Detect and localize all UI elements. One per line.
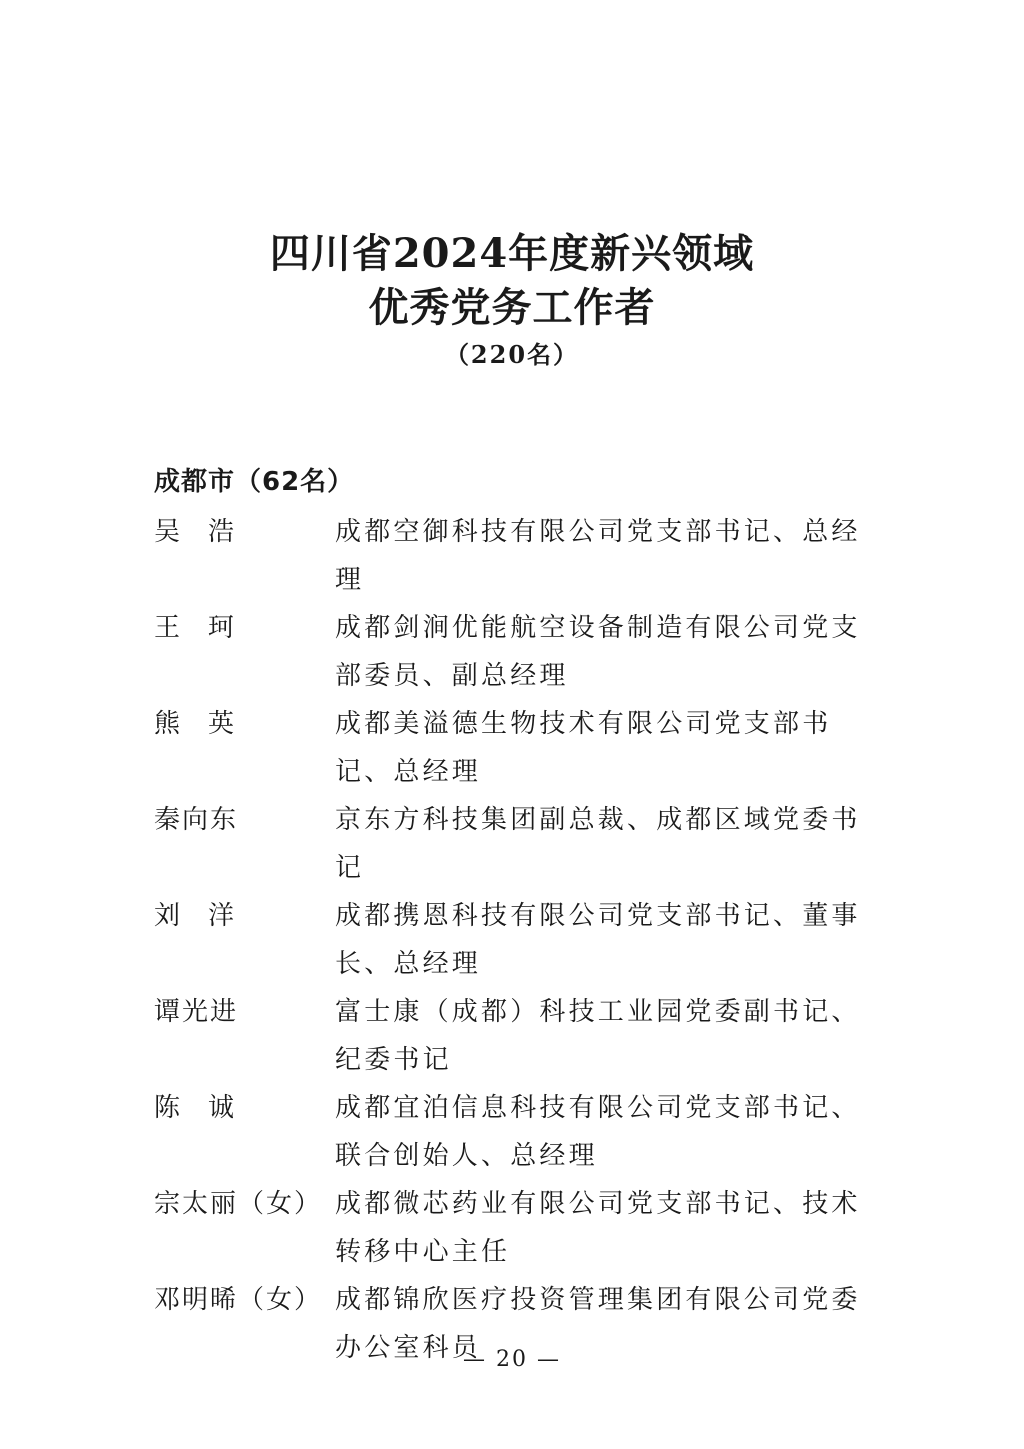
honoree-name: 王珂 xyxy=(154,613,263,643)
list-item xyxy=(154,892,884,988)
honoree-description: 成都携恩科技有限公司党支部书记、董事长、总经理 xyxy=(335,901,861,979)
list-item xyxy=(154,700,884,796)
list-item xyxy=(154,604,884,700)
page-number: — 20 — xyxy=(463,1347,561,1372)
honoree-description: 京东方科技集团副总裁、成都区域党委书记 xyxy=(335,805,861,883)
honoree-name: 熊英 xyxy=(154,709,263,739)
honoree-name: 吴浩 xyxy=(154,517,263,547)
list-item xyxy=(154,796,884,892)
list-item xyxy=(154,1180,884,1276)
honoree-name: 邓明晞（女） xyxy=(154,1285,323,1315)
honoree-name: 刘洋 xyxy=(154,901,263,931)
total-count: （220名） xyxy=(444,340,580,369)
list-item xyxy=(154,508,884,604)
honoree-name: 宗太丽（女） xyxy=(154,1189,323,1219)
honoree-description: 成都剑涧优能航空设备制造有限公司党支部委员、副总经理 xyxy=(335,613,861,691)
list-item xyxy=(154,988,884,1084)
honoree-description: 富士康（成都）科技工业园党委副书记、纪委书记 xyxy=(335,997,861,1075)
list-item xyxy=(154,1084,884,1180)
honoree-description: 成都美溢德生物技术有限公司党支部书记、总经理 xyxy=(335,709,832,787)
honoree-name: 谭光进 xyxy=(154,997,239,1027)
section-heading-chengdu: 成都市（62名） xyxy=(154,467,355,497)
honoree-description: 成都微芯药业有限公司党支部书记、技术转移中心主任 xyxy=(335,1189,861,1267)
honoree-name: 秦向东 xyxy=(154,805,239,835)
honoree-name: 陈诚 xyxy=(154,1093,263,1123)
document-title-line-2: 优秀党务工作者 xyxy=(368,284,656,331)
honoree-list xyxy=(154,508,884,1372)
document-title-line-1: 四川省2024年度新兴领域 xyxy=(269,230,755,277)
honoree-description: 成都锦欣医疗投资管理集团有限公司党委办公室科员 xyxy=(335,1285,861,1363)
honoree-description: 成都空御科技有限公司党支部书记、总经理 xyxy=(335,517,861,595)
honoree-description: 成都宜泊信息科技有限公司党支部书记、联合创始人、总经理 xyxy=(335,1093,861,1171)
